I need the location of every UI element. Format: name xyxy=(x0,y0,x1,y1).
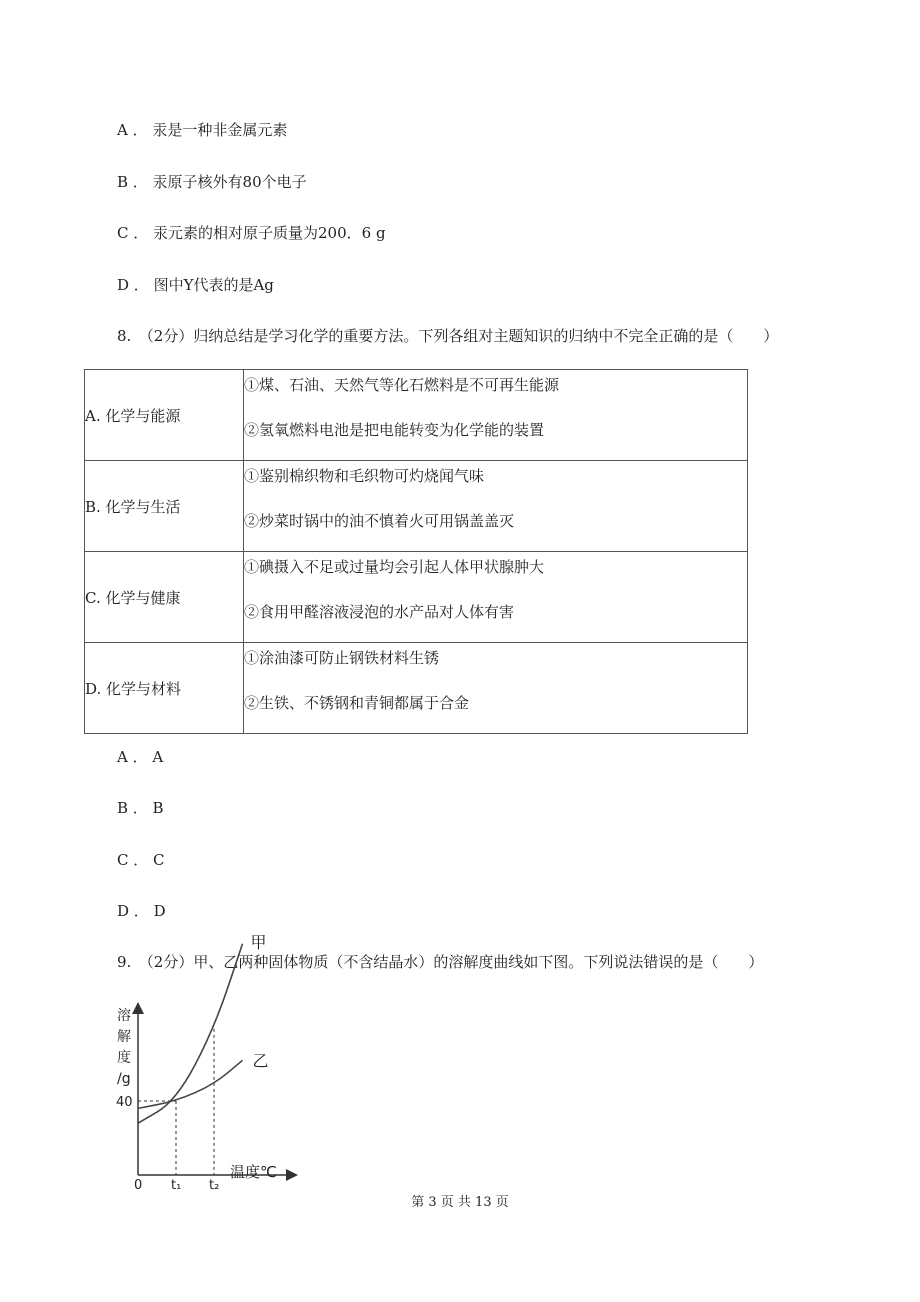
y-axis-label-4: /g xyxy=(117,1071,131,1087)
q8-option-d: D ． D xyxy=(117,902,166,920)
q7-option-b: B ． 汞原子核外有80个电子 xyxy=(117,173,307,191)
y-axis-label-1: 溶 xyxy=(117,1008,131,1024)
row-item: ①碘摄入不足或过量均会引起人体甲状腺肿大 xyxy=(244,558,545,576)
q8-table xyxy=(84,369,748,734)
q7-option-a: A ． 汞是一种非金属元素 xyxy=(117,121,288,139)
solubility-chart xyxy=(100,932,300,1193)
q7-option-c: C ． 汞元素的相对原子质量为200．6 g xyxy=(117,224,386,242)
series-yi-line xyxy=(138,1060,243,1108)
row-item: ①煤、石油、天然气等化石燃料是不可再生能源 xyxy=(244,376,560,394)
row-items xyxy=(244,370,748,461)
table-row xyxy=(85,370,748,461)
row-item: ②氢氧燃料电池是把电能转变为化学能的装置 xyxy=(244,421,545,439)
row-category: C. 化学与健康 xyxy=(85,552,244,643)
row-category: D. 化学与材料 xyxy=(85,643,244,734)
x-axis-label: 温度℃ xyxy=(230,1163,277,1181)
row-category: B. 化学与生活 xyxy=(85,461,244,552)
q8-option-b: B ． B xyxy=(117,799,164,817)
row-item: ①鉴别棉织物和毛织物可灼烧闻气味 xyxy=(244,467,485,485)
q9-stem: 9. （2分）甲、乙两种固体物质（不含结晶水）的溶解度曲线如下图。下列说法错误的是（ ） xyxy=(117,953,764,971)
row-category: A. 化学与能源 xyxy=(85,370,244,461)
row-item: ②炒菜时锅中的油不慎着火可用锅盖盖灭 xyxy=(244,512,515,530)
row-items xyxy=(244,461,748,552)
x-tick-label: t₂ xyxy=(209,1178,220,1193)
row-item: ②食用甲醛溶液浸泡的水产品对人体有害 xyxy=(244,603,515,621)
q7-option-d: D ． 图中Y代表的是Ag xyxy=(117,276,274,294)
y-tick-label: 40 xyxy=(116,1095,133,1110)
x-tick-label: 0 xyxy=(134,1178,143,1193)
row-items xyxy=(244,552,748,643)
q8-option-c: C ． C xyxy=(117,851,165,869)
q8-option-a: A ． A xyxy=(117,748,164,766)
row-item: ②生铁、不锈钢和青铜都属于合金 xyxy=(244,694,470,712)
series-label: 乙 xyxy=(252,1051,269,1071)
table-row xyxy=(85,461,748,552)
row-items xyxy=(244,643,748,734)
q8-stem: 8. （2分）归纳总结是学习化学的重要方法。下列各组对主题知识的归纳中不完全正确的是（ ） xyxy=(117,327,779,345)
table-row xyxy=(85,643,748,734)
row-item: ①涂油漆可防止钢铁材料生锈 xyxy=(244,649,440,667)
y-axis-label-3: 度 xyxy=(117,1050,131,1066)
series-label: 甲 xyxy=(250,932,267,952)
x-tick-label: t₁ xyxy=(171,1178,182,1193)
y-axis-label-2: 解 xyxy=(117,1029,131,1045)
table-row xyxy=(85,552,748,643)
page-footer: 第 3 页 共 13 页 xyxy=(411,1195,509,1210)
